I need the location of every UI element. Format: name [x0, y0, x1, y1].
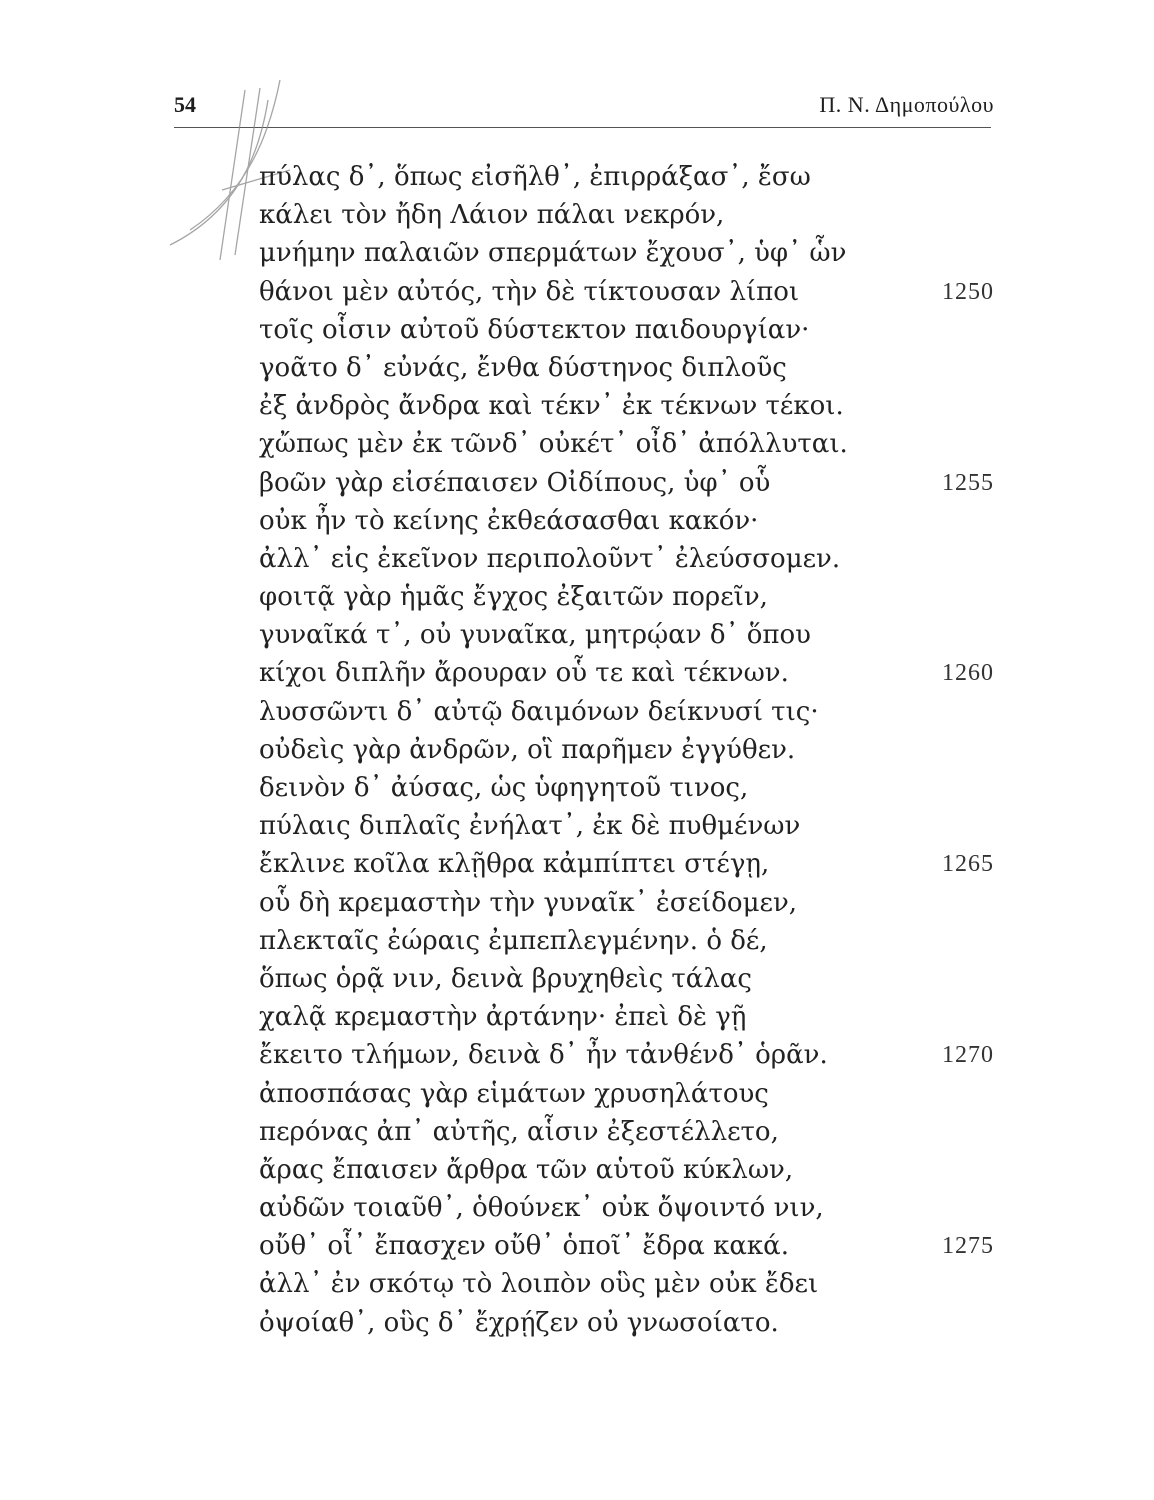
verse-text: ὅπως ὁρᾷ νιν, δεινὰ βρυχηθεὶς τάλας	[259, 963, 752, 994]
verse-line	[259, 922, 994, 960]
verse-text: ἀλλ᾽ ἐν σκότῳ τὸ λοιπὸν οὓς μὲν οὐκ ἔδει	[259, 1269, 819, 1300]
verse-text: οὔθ᾽ οἷ᾽ ἔπασχεν οὔθ᾽ ὁποῖ᾽ ἔδρα κακά.	[259, 1231, 789, 1262]
verse-text: ἐξ ἀνδρὸς ἄνδρα καὶ τέκν᾽ ἐκ τέκνων τέκοι.	[259, 391, 844, 422]
verse-line	[259, 998, 994, 1036]
verse-line	[259, 1036, 994, 1074]
verse-line	[259, 1075, 994, 1113]
verse-line	[259, 807, 994, 845]
verse-line	[259, 1304, 994, 1342]
verse-text: περόνας ἀπ᾽ αὐτῆς, αἷσιν ἐξεστέλλετο,	[259, 1116, 779, 1147]
verse-line	[259, 158, 994, 196]
verse-line	[259, 731, 994, 769]
verse-line	[259, 654, 994, 692]
verse-line	[259, 616, 994, 654]
verse-text: χὤπως μὲν ἐκ τῶνδ᾽ οὐκέτ᾽ οἶδ᾽ ἀπόλλυται.	[259, 429, 848, 460]
verse-text: ἄρας ἔπαισεν ἄρθρα τῶν αὑτοῦ κύκλων,	[259, 1154, 794, 1185]
verse-text: βοῶν γὰρ εἰσέπαισεν Οἰδίπους, ὑφ᾽ οὗ	[259, 467, 771, 498]
verse-line	[259, 1113, 994, 1151]
verse-line	[259, 884, 994, 922]
verse-line	[259, 1227, 994, 1265]
verse-line	[259, 196, 994, 234]
verse-text: χαλᾷ κρεμαστὴν ἀρτάνην· ἐπεὶ δὲ γῇ	[259, 1002, 747, 1033]
verse-text: τοῖς οἷσιν αὐτοῦ δύστεκτον παιδουργίαν·	[259, 314, 810, 345]
verse-text: ἀποσπάσας γὰρ εἱμάτων χρυσηλάτους	[259, 1078, 769, 1109]
verse-text: ἔκλινε κοῖλα κλῇθρα κἀμπίπτει στέγῃ,	[259, 849, 770, 880]
verse-text: οὗ δὴ κρεμαστὴν τὴν γυναῖκ᾽ ἐσείδομεν,	[259, 887, 798, 918]
page-number: 54	[174, 92, 196, 117]
verse-line	[259, 502, 994, 540]
line-number: 1250	[942, 278, 994, 305]
verse-text: πύλας δ᾽, ὅπως εἰσῆλθ᾽, ἐπιρράξασ᾽, ἔσω	[259, 162, 811, 192]
verse-line	[259, 578, 994, 616]
verse-line	[259, 425, 994, 463]
verse-line	[259, 311, 994, 349]
verse-text: οὐκ ἦν τὸ κείνης ἐκθεάσασθαι κακόν·	[259, 505, 759, 536]
verse-line	[259, 1265, 994, 1303]
verse-text: ἀλλ᾽ εἰς ἐκεῖνον περιπολοῦντ᾽ ἐλεύσσομεν.	[259, 543, 841, 574]
verse-line	[259, 349, 994, 387]
verse-line	[259, 387, 994, 425]
verse-line	[259, 845, 994, 883]
verse-text: οὐδεὶς γὰρ ἀνδρῶν, οἳ παρῆμεν ἐγγύθεν.	[259, 734, 796, 765]
verse-line	[259, 1189, 994, 1227]
verse-text: λυσσῶντι δ᾽ αὐτῷ δαιμόνων δείκνυσί τις·	[259, 696, 819, 727]
verse-text: πλεκταῖς ἐώραις ἐμπεπλεγμένην. ὁ δέ,	[259, 925, 768, 956]
verse-text: μνήμην παλαιῶν σπερμάτων ἔχουσ᾽, ὑφ᾽ ὧν	[259, 238, 847, 269]
verse-text: ὀψοίαθ᾽, οὓς δ᾽ ἔχρῄζεν οὐ γνωσοίατο.	[259, 1307, 779, 1338]
verse-text: κάλει τὸν ἤδη Λάιον πάλαι νεκρόν,	[259, 200, 725, 231]
verse-text: πύλαις διπλαῖς ἐνήλατ᾽, ἐκ δὲ πυθμένων	[259, 811, 801, 842]
verse-line	[259, 464, 994, 502]
verse-line	[259, 1151, 994, 1189]
verse-line	[259, 960, 994, 998]
line-number: 1270	[942, 1042, 994, 1069]
verse-line	[259, 769, 994, 807]
verse-text: φοιτᾷ γὰρ ἡμᾶς ἔγχος ἐξαιτῶν πορεῖν,	[259, 582, 768, 613]
line-number: 1255	[942, 469, 994, 496]
line-number: 1260	[942, 660, 994, 687]
verse-text: γυναῖκά τ᾽, οὐ γυναῖκα, μητρῴαν δ᾽ ὅπου	[259, 620, 811, 651]
verse-line	[259, 693, 994, 731]
verse-block	[259, 158, 994, 1342]
verse-text: θάνοι μὲν αὐτός, τὴν δὲ τίκτουσαν λίποι	[259, 276, 800, 307]
verse-text: δεινὸν δ᾽ ἀύσας, ὡς ὑφηγητοῦ τινος,	[259, 773, 749, 803]
line-number: 1265	[942, 851, 994, 878]
line-number: 1275	[942, 1233, 994, 1260]
verse-text: αὐδῶν τοιαῦθ᾽, ὁθούνεκ᾽ οὐκ ὄψοιντό νιν,	[259, 1193, 824, 1224]
running-head: Π. Ν. Δημοπούλου	[819, 92, 994, 117]
verse-line	[259, 234, 994, 272]
verse-text: κίχοι διπλῆν ἄρουραν οὗ τε καὶ τέκνων.	[259, 658, 789, 689]
verse-text: γοᾶτο δ᾽ εὐνάς, ἔνθα δύστηνος διπλοῦς	[259, 352, 787, 383]
verse-text: ἔκειτο τλήμων, δεινὰ δ᾽ ἦν τἀνθένδ᾽ ὁρᾶν.	[259, 1040, 828, 1071]
verse-line	[259, 540, 994, 578]
verse-line	[259, 273, 994, 311]
